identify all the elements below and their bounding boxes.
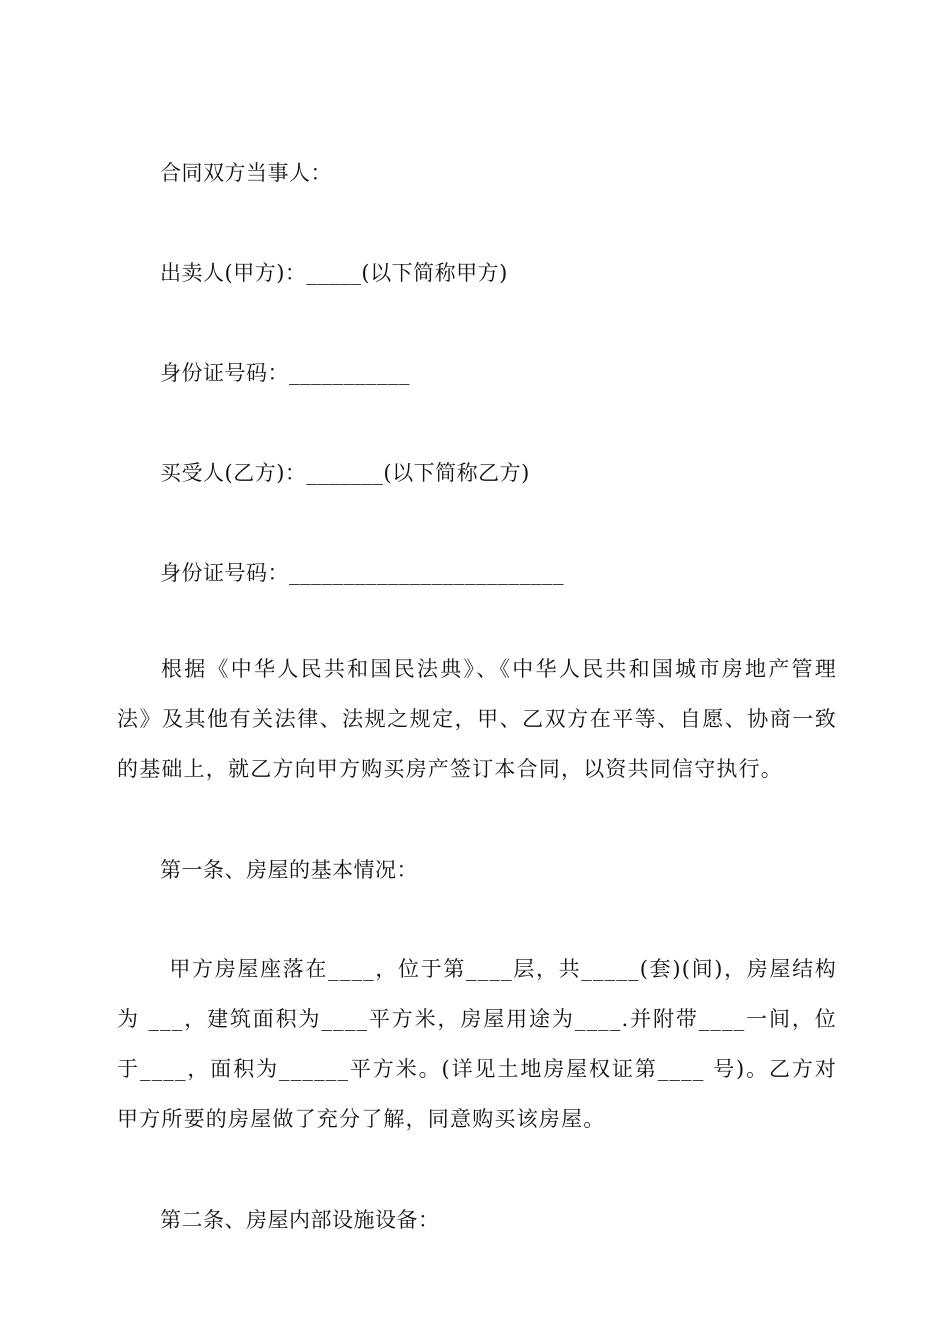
article2-title: 第二条、房屋内部设施设备： (160, 1208, 440, 1232)
article1-title: 第一条、房屋的基本情况： (160, 858, 418, 882)
seller-id-line: 身份证号码：___________ (160, 361, 410, 385)
parties-heading: 合同双方当事人： (160, 161, 332, 185)
article1-body: 甲方房屋座落在____，位于第____层，共_____(套)(间)，房屋结构为 ___，建筑面积为____平方米，房屋用途为____.并附带____一间，位于____，面积为______平方米。(详见土地房屋权证第____ 号)。乙方对甲方所要的房屋做了充分了解，同意购买该房屋。 (117, 957, 837, 1131)
preamble-paragraph: 根据《中华人民共和国民法典》、《中华人民共和国城市房地产管理法》及其他有关法律、法规之规定，甲、乙双方在平等、自愿、协商一致的基础上，就乙方向甲方购买房产签订本合同，以资共同信守执行。 (117, 657, 837, 781)
buyer-id-line: 身份证号码：_________________________ (160, 561, 564, 585)
seller-line: 出卖人(甲方)：_____(以下简称甲方) (160, 261, 508, 285)
buyer-line: 买受人(乙方)：_______(以下简称乙方) (160, 461, 530, 485)
